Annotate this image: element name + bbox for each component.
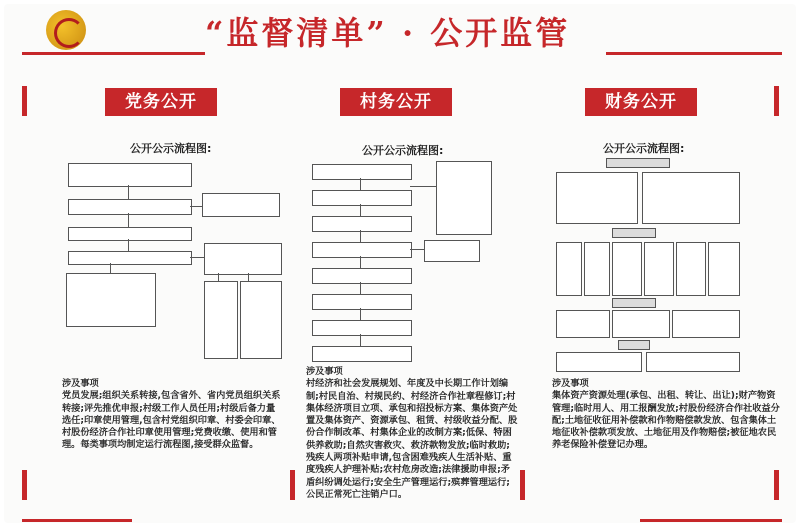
footer-rule: [640, 519, 782, 522]
flow-step: [708, 242, 740, 296]
section-tab-village-affairs: 村务公开: [340, 88, 452, 116]
flow-stage-header: [606, 158, 670, 168]
flow-connector: [360, 256, 361, 268]
side-accent: [290, 470, 295, 500]
flow-step: [68, 227, 192, 241]
section-tab-party-affairs: 党务公开: [105, 88, 217, 116]
flow-side-note: [436, 161, 492, 235]
side-accent: [22, 86, 27, 116]
notes-title: 涉及事项: [552, 378, 589, 389]
side-accent: [520, 470, 525, 500]
flow-step: [312, 242, 412, 258]
flow-connector: [410, 249, 424, 250]
flow-step: [676, 242, 706, 296]
flow-connector: [360, 230, 361, 242]
flow-step: [672, 310, 740, 338]
flow-connector: [248, 273, 249, 281]
flow-step: [312, 268, 412, 284]
flow-step: [556, 242, 582, 296]
flow-connector: [190, 206, 202, 207]
flow-step: [240, 281, 282, 359]
flow-step: [556, 172, 638, 224]
notes-body: 村经济和社会发展规划、年度及中长期工作计划编制;村民自治、村规民约、村经济合作社章程修订;村集体经济项目立项、承包和招投标方案、集体资产处置及集体资产、资源承包、租赁、村级收益分配、股份合作制改革、村集体企业的改制方案;低保、特困供养救助;自然灾害救灾、救济款物发放;临时救助;残疾人两项补贴申请,包含困难残疾人生活补贴、重度残疾人护理补贴;农村危房改造;法律援助申报;矛盾纠纷调处运行;安全生产管理运行;殡葬管理运行;公民正常死亡注销户口。: [306, 378, 518, 500]
flow-connector: [190, 257, 204, 258]
flow-stage-header: [612, 228, 656, 238]
flowchart-title: 公开公示流程图:: [603, 142, 685, 155]
flow-step: [642, 172, 740, 224]
flow-step: [556, 352, 642, 372]
flow-step: [312, 346, 412, 362]
flow-step: [312, 164, 412, 180]
flow-connector: [128, 213, 129, 227]
flow-step: [312, 190, 412, 206]
notes-title: 涉及事项: [62, 378, 99, 389]
party-emblem-icon: [46, 10, 86, 50]
section-tab-finance: 财务公开: [585, 88, 697, 116]
footer-rule: [22, 519, 132, 522]
flowchart-title: 公开公示流程图:: [130, 142, 212, 155]
notes-finance: [552, 378, 782, 452]
flowchart-title: 公开公示流程图:: [362, 144, 444, 157]
notes-village-affairs: [306, 366, 518, 501]
flow-connector: [360, 308, 361, 320]
notes-body: 党员发展;组织关系转接,包含省外、省内党员组织关系转接;评先推优申报;村级工作人员任用;村级后备力量选任;印章使用管理,包含村党组织印章、村委会印章、村股份经济合作社印章使用管理;党费收缴、使用和管理。每类事项均制定运行流程图,接受群众监督。: [62, 390, 281, 451]
flow-step: [312, 294, 412, 310]
flow-step: [204, 281, 238, 359]
page-title: “监督清单” · 公开监管: [205, 14, 571, 52]
flow-connector: [218, 273, 219, 281]
side-accent: [22, 470, 27, 500]
notes-body: 集体资产资源处理(承包、出租、转让、出让);财产物资管理;临时用人、用工报酬发放;村股份经济合作社收益分配;土地征收征用补偿款和作物赔偿款发放、包含集体土地征收补偿款项发放、土地征用及作物赔偿;被征地农民养老保险补偿登记办理。: [552, 390, 780, 451]
flow-step: [204, 243, 282, 275]
flow-connector: [360, 282, 361, 294]
flow-step: [556, 310, 610, 338]
flow-step: [68, 163, 192, 187]
side-accent: [774, 470, 779, 500]
flow-side-note: [424, 240, 480, 262]
flow-connector: [360, 178, 361, 190]
flow-connector: [128, 185, 129, 199]
flow-connector: [360, 334, 361, 346]
flow-step: [644, 242, 674, 296]
flow-step: [66, 273, 156, 327]
header-rule-right: [606, 52, 782, 55]
header-rule-left: [22, 52, 205, 55]
flow-step: [584, 242, 610, 296]
side-accent: [774, 86, 779, 116]
flow-step: [646, 352, 740, 372]
flow-step: [312, 216, 412, 232]
flow-step: [612, 242, 642, 296]
flow-step: [68, 251, 192, 265]
flow-connector: [360, 204, 361, 216]
flow-connector: [110, 263, 111, 273]
flow-stage-header: [612, 298, 656, 308]
flow-stage-header: [618, 340, 650, 350]
flow-connector: [410, 186, 436, 187]
flow-side-note: [202, 193, 280, 217]
notes-party-affairs: [62, 378, 284, 452]
notes-title: 涉及事项: [306, 366, 343, 377]
flow-step: [68, 199, 192, 215]
flow-step: [612, 310, 670, 338]
flow-step: [312, 320, 412, 336]
flow-connector: [128, 239, 129, 251]
